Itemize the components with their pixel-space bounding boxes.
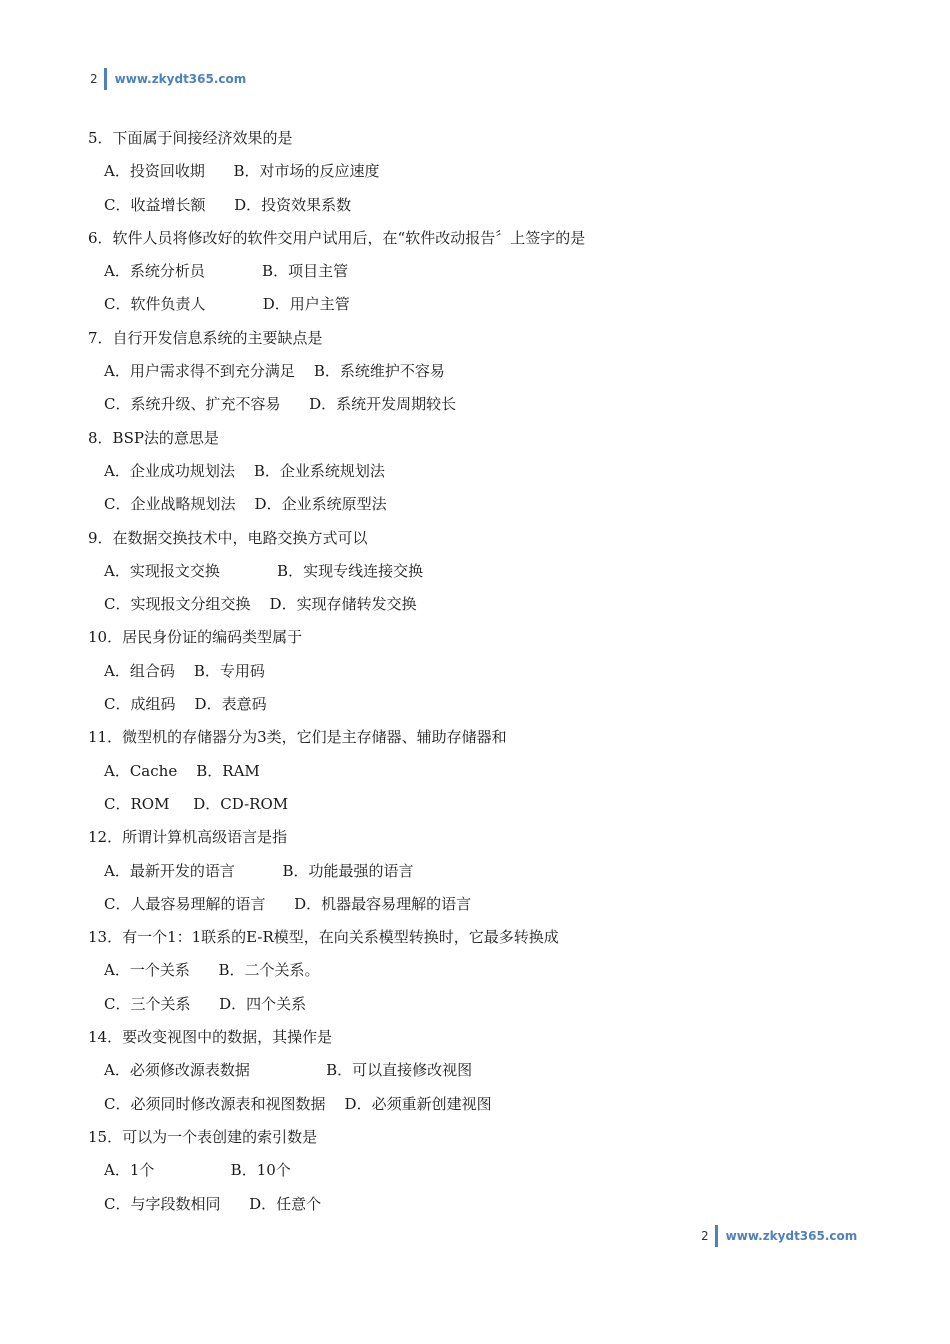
question-stem: 5．下面属于间接经济效果的是 [88, 129, 293, 147]
question-stem: 11．微型机的存储器分为3类，它们是主存储器、辅助存储器和 [88, 728, 507, 747]
question-8 [88, 422, 868, 522]
options-row: C．三个关系 D．四个关系 [104, 994, 307, 1013]
options-row: A．组合码 B．专用码 [104, 661, 265, 680]
header-page-number: 2 [90, 72, 98, 86]
options-row: C．与字段数相同 D．任意个 [104, 1194, 322, 1213]
options-row: A．最新开发的语言 B．功能最强的语言 [104, 861, 414, 880]
footer-page-number: 2 [701, 1229, 709, 1243]
options-row: A．一个关系 B．二个关系。 [104, 961, 320, 980]
options-row: C．ROM D．CD-ROM [104, 794, 289, 813]
question-7 [88, 322, 868, 422]
question-stem: 12．所谓计算机高级语言是指 [88, 828, 288, 847]
options-row: A．企业成功规划法 B．企业系统规划法 [104, 461, 385, 480]
header-site-link[interactable]: www.zkydt365.com [114, 72, 247, 86]
options-row: A．必须修改源表数据 B．可以直接修改视图 [104, 1061, 473, 1080]
question-stem: 10．居民身份证的编码类型属于 [88, 628, 303, 647]
page-header [90, 68, 246, 90]
question-6 [88, 222, 868, 322]
question-stem: 7．自行开发信息系统的主要缺点是 [88, 328, 323, 347]
options-row: C．人最容易理解的语言 D．机器最容易理解的语言 [104, 894, 472, 913]
options-row: C．软件负责人 D．用户主管 [104, 295, 350, 314]
footer-site-link[interactable]: www.zkydt365.com [725, 1229, 858, 1243]
options-row: A．实现报文交换 B．实现专线连接交换 [104, 561, 424, 580]
options-row: C．收益增长额 D．投资效果系数 [104, 195, 352, 214]
question-12 [88, 821, 868, 921]
options-row: A．1个 B．10个 [104, 1161, 291, 1180]
question-13 [88, 921, 868, 1021]
question-stem: 8．BSP法的意思是 [88, 428, 219, 447]
options-row: C．系统升级、扩充不容易 D．系统开发周期较长 [104, 395, 457, 414]
question-list [88, 122, 868, 1221]
options-row: C．成组码 D．表意码 [104, 695, 267, 714]
question-stem: 14．要改变视图中的数据，其操作是 [88, 1028, 333, 1047]
options-row: A．用户需求得不到充分满足 B．系统维护不容易 [104, 362, 445, 381]
options-row: A．Cache B．RAM [104, 761, 260, 780]
options-row: A．投资回收期 B．对市场的反应速度 [104, 162, 380, 181]
question-14 [88, 1021, 868, 1121]
options-row: A．系统分析员 B．项目主管 [104, 262, 349, 281]
footer-divider [715, 1225, 718, 1247]
question-stem: 13．有一个1：1联系的E-R模型，在向关系模型转换时，它最多转换成 [88, 928, 559, 947]
question-5 [88, 122, 868, 222]
question-stem: 15．可以为一个表创建的索引数是 [88, 1127, 318, 1146]
options-row: C．企业战略规划法 D．企业系统原型法 [104, 495, 387, 514]
question-11 [88, 721, 868, 821]
options-row: C．实现报文分组交换 D．实现存储转发交换 [104, 595, 417, 614]
options-row: C．必须同时修改源表和视图数据 D．必须重新创建视图 [104, 1094, 492, 1113]
page-footer [701, 1225, 857, 1247]
question-stem: 6．软件人员将修改好的软件交用户试用后，在“软件改动报告〞上签字的是 [88, 228, 586, 247]
question-9 [88, 522, 868, 622]
question-10 [88, 621, 868, 721]
header-divider [104, 68, 107, 90]
question-stem: 9．在数据交换技术中，电路交换方式可以 [88, 528, 368, 547]
question-15 [88, 1121, 868, 1221]
